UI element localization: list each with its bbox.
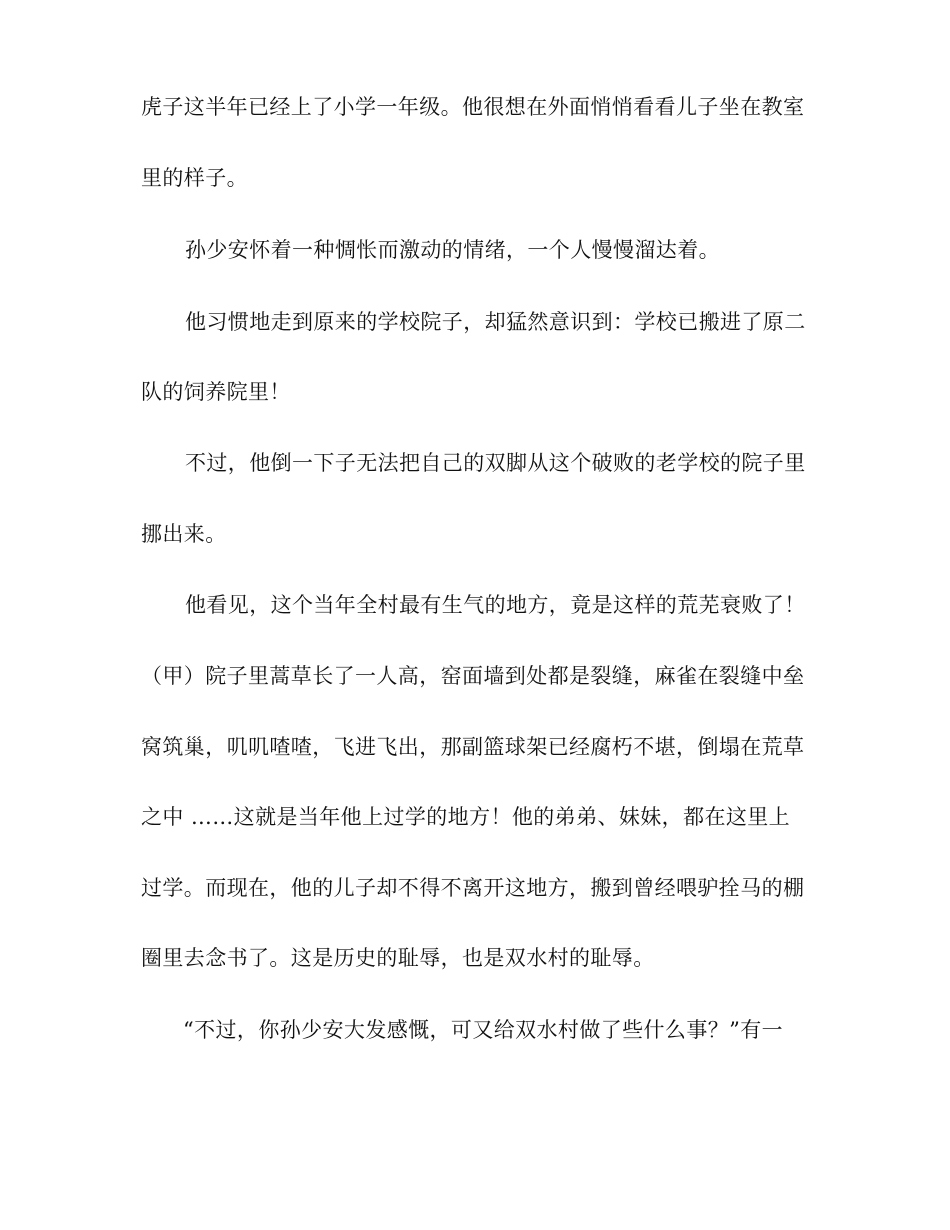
text-line-10: 窝筑巢，叽叽喳喳，飞进飞出，那副篮球架已经腐朽不堪，倒塌在荒草: [141, 735, 805, 759]
text-line-7: 挪出来。: [141, 522, 227, 546]
text-line-11: 之中 ……这就是当年他上过学的地方！他的弟弟、妹妹，都在这里上: [141, 805, 791, 829]
text-line-3: 孙少安怀着一种惆怅而激动的情绪，一个人慢慢溜达着。: [185, 238, 720, 262]
text-line-9: （甲）院子里蒿草长了一人高，窑面墙到处都是裂缝，麻雀在裂缝中垒: [141, 664, 805, 688]
text-line-1: 虎子这半年已经上了小学一年级。他很想在外面悄悄看看儿子坐在教室: [141, 95, 805, 119]
text-line-13: 圈里去念书了。这是历史的耻辱，也是双水村的耻辱。: [141, 946, 655, 970]
text-line-8: 他看见，这个当年全村最有生气的地方，竟是这样的荒芜衰败了！: [185, 593, 806, 617]
text-line-12: 过学。而现在，他的儿子却不得不离开这地方，搬到曾经喂驴拴马的棚: [141, 876, 805, 900]
text-line-14: “不过，你孙少安大发感慨，可又给双水村做了些什么事？”有一: [183, 1018, 784, 1042]
text-line-6: 不过，他倒一下子无法把自己的双脚从这个破败的老学校的院子里: [185, 451, 806, 475]
text-line-2: 里的样子。: [141, 166, 248, 190]
text-line-5: 队的饲养院里！: [141, 380, 291, 404]
text-line-4: 他习惯地走到原来的学校院子，却猛然意识到：学校已搬进了原二: [185, 310, 806, 334]
